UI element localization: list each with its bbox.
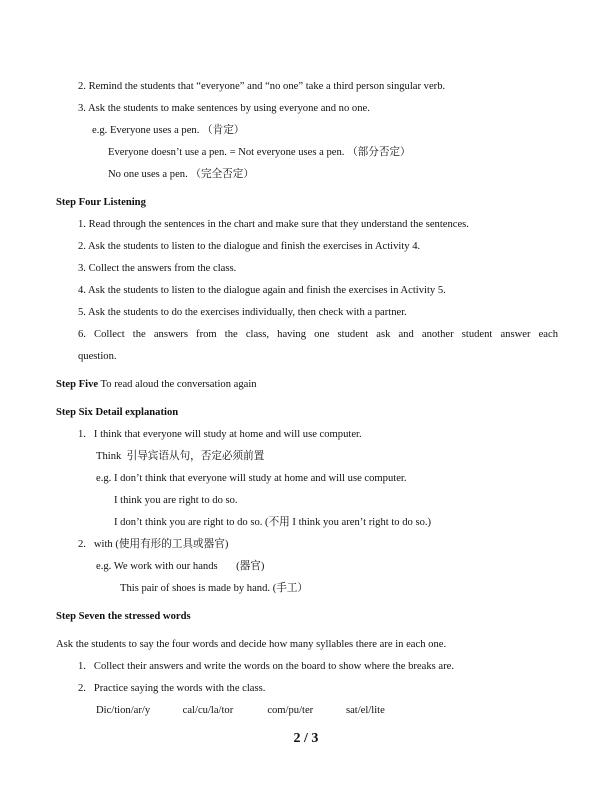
step5-line: [56, 378, 257, 392]
example-partial-negative: Everyone doesn’t use a pen. = Not everyone uses a pen. （部分否定）: [108, 147, 411, 158]
step4-item-3: 3. Collect the answers from the class.: [78, 263, 237, 274]
step5-text: To read aloud the conversation again: [98, 379, 257, 390]
step7-heading: Step Seven the stressed words: [56, 611, 191, 622]
word-dictionary: Dic/tion/ar/y: [96, 705, 151, 716]
step6-example-3: I don’t think you are right to do so. (不用 I think you aren’t right to do so.): [114, 517, 432, 528]
page-number: 2 / 3: [293, 731, 319, 746]
syllable-word-list: [96, 704, 385, 718]
step4-item-4: 4. Ask the students to listen to the dialogue again and finish the exercises in Activity 5.: [78, 285, 446, 296]
step6-heading: Step Six Detail explanation: [56, 407, 179, 418]
step6-example-5: This pair of shoes is made by hand. (手工）: [120, 583, 309, 594]
word-computer: com/pu/ter: [267, 705, 314, 716]
step4-heading: Step Four Listening: [56, 197, 146, 208]
step4-item-6: 6. Collect the answers from the class, having one student ask and another student answer each: [78, 329, 558, 340]
step7-item-1: 1. Collect their answers and write the words on the board to show where the breaks are.: [78, 661, 454, 672]
step6-item-1: 1. I think that everyone will study at home and will use computer.: [78, 429, 362, 440]
step6-example-2: I think you are right to do so.: [114, 495, 238, 506]
step3-item-2: 2. Remind the students that “everyone” and “no one” take a third person singular verb.: [78, 81, 446, 92]
step4-item-2: 2. Ask the students to listen to the dialogue and finish the exercises in Activity 4.: [78, 241, 421, 252]
word-calculator: cal/cu/la/tor: [182, 705, 234, 716]
step3-item-3: 3. Ask the students to make sentences by using everyone and no one.: [78, 103, 370, 114]
step7-item-2: 2. Practice saying the words with the class.: [78, 683, 266, 694]
step7-intro: Ask the students to say the four words and decide how many syllables there are in each one.: [56, 639, 447, 650]
step4-item-6-cont: question.: [78, 351, 117, 362]
step5-heading: Step Five: [56, 379, 99, 390]
example-positive: e.g. Everyone uses a pen. （肯定）: [92, 125, 245, 136]
step4-item-5: 5. Ask the students to do the exercises individually, then check with a partner.: [78, 307, 407, 318]
example-full-negative: No one uses a pen. （完全否定）: [108, 169, 254, 180]
step6-example-4: e.g. We work with our hands (器官): [96, 561, 265, 572]
step4-item-1: 1. Read through the sentences in the chart and make sure that they understand the sentences.: [78, 219, 469, 230]
step6-example-1: e.g. I don’t think that everyone will study at home and will use computer.: [96, 473, 407, 484]
step6-think-note: Think 引导宾语从句，否定必须前置: [96, 451, 265, 462]
word-satellite: sat/el/lite: [345, 705, 385, 716]
step6-item-2: 2. with (使用有形的工具或器官): [78, 539, 229, 550]
